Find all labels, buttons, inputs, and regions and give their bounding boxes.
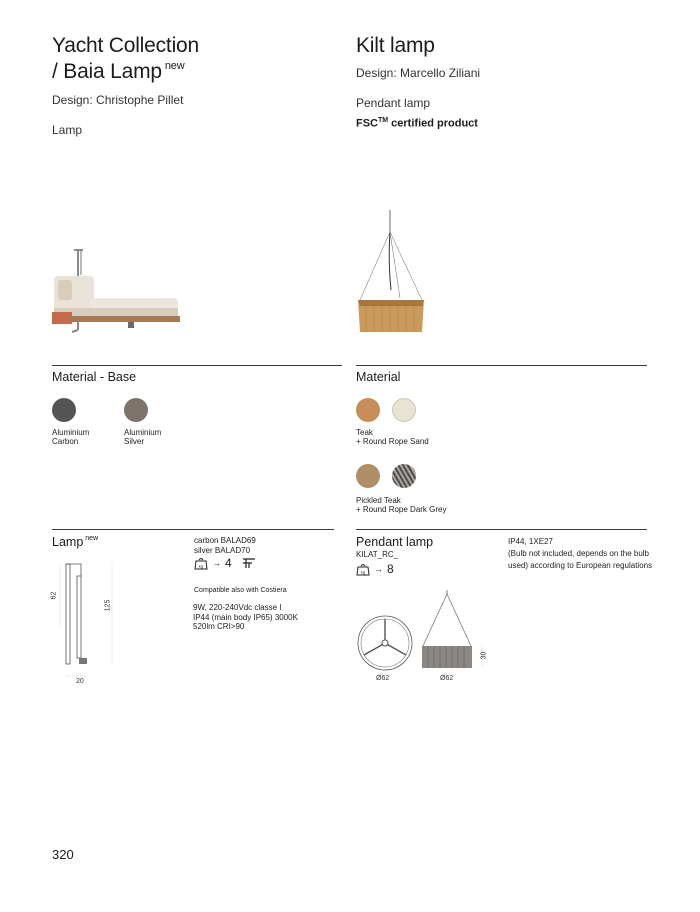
right-designer: Design: Marcello Ziliani — [356, 66, 481, 80]
right-pack-qty: 8 — [387, 562, 394, 576]
swatch-label-aluminium-carbon: Aluminium Carbon — [52, 428, 90, 446]
stacking-icon — [242, 557, 256, 569]
swatch-round-rope-sand[interactable] — [392, 398, 416, 422]
left-designer: Design: Christophe Pillet — [52, 93, 184, 107]
left-specs — [193, 603, 298, 632]
fsc-text: FSC — [356, 117, 378, 130]
left-pack-info — [194, 556, 256, 570]
product-new-badge: new — [85, 535, 99, 542]
dim-20-label: 20 — [76, 678, 84, 685]
code-carbon: carbon BALAD69 — [194, 536, 256, 545]
swatch-round-rope-dark-grey[interactable] — [392, 464, 416, 488]
fsc-tm: TM — [378, 117, 389, 124]
spec-power: 9W, 220-240Vdc classe I — [193, 603, 282, 612]
left-pack-qty: 4 — [225, 556, 232, 570]
new-badge: new — [164, 60, 185, 72]
spec-bulb-note2: used) according to European regulations — [508, 561, 653, 570]
fsc-certification — [356, 117, 478, 130]
left-product-type: Lamp — [52, 123, 83, 137]
svg-text:kg: kg — [198, 563, 204, 568]
right-material-divider — [356, 365, 647, 366]
spec-lumen: 520lm CRI>90 — [193, 622, 245, 631]
page-number: 320 — [52, 847, 74, 862]
arrow-icon: → — [212, 558, 221, 568]
baia-lamp-technical-drawing — [50, 558, 130, 690]
spec-ip: IP44 (main body IP65) 3000K — [193, 612, 298, 622]
kilt-top-view-drawing — [354, 612, 416, 674]
package-weight-icon — [356, 563, 370, 576]
swatch-aluminium-silver[interactable] — [124, 398, 148, 422]
left-compatible-note: Compatible also with Costiera — [194, 587, 287, 594]
right-product-type: Pendant lamp — [356, 96, 431, 110]
swatch-label-pickled-teak-grey: Pickled Teak + Round Rope Dark Grey — [356, 496, 447, 514]
svg-text:kg: kg — [360, 569, 366, 574]
left-product-name — [52, 535, 98, 549]
right-product-name: Pendant lamp — [356, 535, 434, 549]
dim-diameter-side-label: Ø62 — [440, 675, 454, 682]
dim-62-label: 62 — [50, 591, 58, 600]
right-title: Kilt lamp — [356, 34, 435, 57]
left-material-divider — [52, 365, 342, 366]
dim-125-label: 125 — [104, 599, 112, 612]
left-title-line1: Yacht Collection — [52, 34, 199, 57]
left-product-divider — [52, 529, 334, 530]
kilt-lamp-product-image — [350, 210, 440, 340]
baia-lamp-product-image — [50, 240, 190, 340]
swatch-aluminium-carbon[interactable] — [52, 398, 76, 422]
swatch-label-aluminium-silver: Aluminium Silver — [124, 428, 162, 446]
right-product-divider — [356, 529, 647, 530]
swatch-pickled-teak[interactable] — [356, 464, 380, 488]
fsc-rest: certified product — [388, 117, 478, 130]
right-pack-info — [356, 562, 394, 576]
right-product-code: KILAT_RC_ — [356, 550, 399, 559]
left-title — [52, 33, 199, 88]
right-material-heading: Material — [356, 370, 401, 384]
code-silver: silver BALAD70 — [194, 545, 251, 555]
swatch-label-teak-sand: Teak + Round Rope Sand — [356, 428, 429, 446]
left-title-line2 — [52, 59, 199, 88]
left-product-name-text: Lamp — [52, 535, 84, 549]
left-title-line2-text: / Baia Lamp — [52, 60, 162, 83]
left-material-heading: Material - Base — [52, 370, 137, 384]
spec-ip-socket: IP44, 1XE27 — [508, 537, 553, 546]
right-specs — [508, 536, 652, 572]
dim-diameter-top-label: Ø62 — [376, 675, 390, 682]
dim-30-label: 30 — [480, 651, 488, 660]
kilt-side-view-drawing — [418, 590, 498, 676]
package-weight-icon — [194, 557, 208, 570]
left-codes — [194, 536, 256, 555]
spec-bulb-note1: (Bulb not included, depends on the bulb — [508, 549, 649, 558]
arrow-icon: → — [374, 564, 383, 574]
swatch-teak[interactable] — [356, 398, 380, 422]
